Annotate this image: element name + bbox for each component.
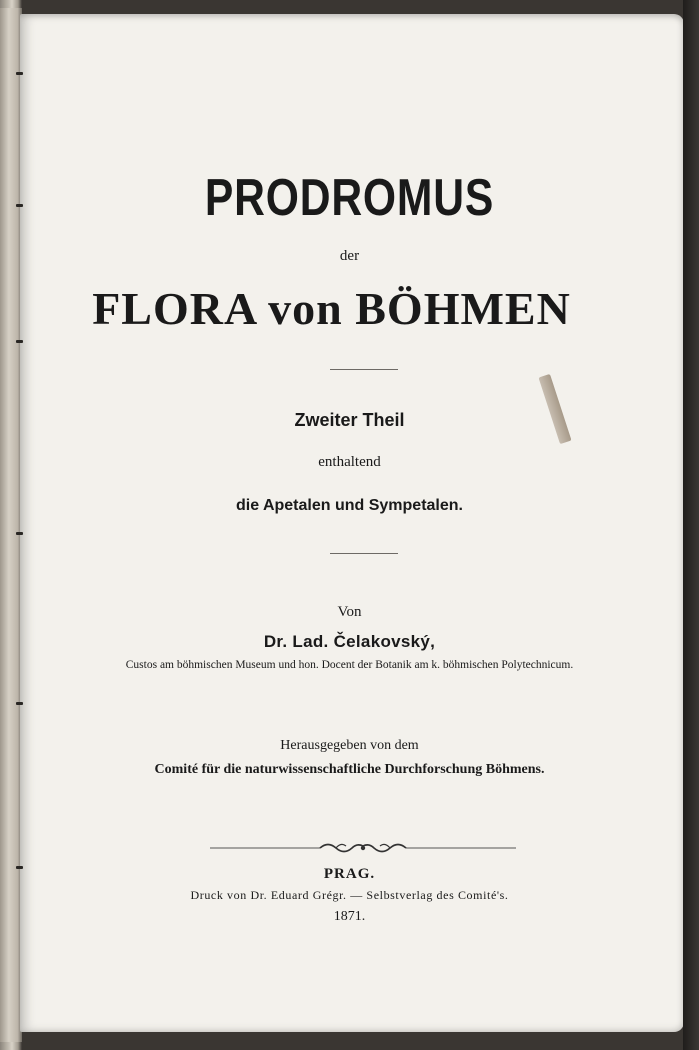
ornament-divider [210, 838, 516, 858]
book-title: PRODROMUS [204, 169, 495, 227]
binding-stitch [16, 702, 23, 705]
book-spine-edge [0, 8, 22, 1042]
publication-city: PRAG. [323, 866, 376, 882]
printer-line: Druck von Dr. Eduard Grégr. — Selbstverlag des Comité's. [190, 888, 509, 902]
binding-stitch [16, 72, 23, 75]
containing-label: enthaltend [318, 454, 381, 470]
title-connector: der [339, 248, 360, 264]
publication-year: 1871. [333, 909, 366, 924]
volume-part: Zweiter Theil [294, 410, 405, 430]
committee-name: Comité für die naturwissenschaftliche Durchforschung Böhmens. [154, 762, 545, 777]
author-name: Dr. Lad. Čelakovský, [263, 632, 436, 651]
book-subject: FLORA von BÖHMEN [92, 283, 571, 334]
by-label: Von [337, 604, 362, 620]
editor-label: Herausgegeben von dem [280, 738, 419, 753]
author-affiliation: Custos am böhmischen Museum und hon. Docent der Botanik am k. böhmischen Polytechnicum. [125, 659, 574, 671]
divider-rule [330, 369, 398, 370]
binding-stitch [16, 204, 23, 207]
volume-contents: die Apetalen und Sympetalen. [235, 497, 463, 514]
binding-stitch [16, 532, 23, 535]
binding-stitch [16, 340, 23, 343]
divider-rule [330, 553, 398, 554]
